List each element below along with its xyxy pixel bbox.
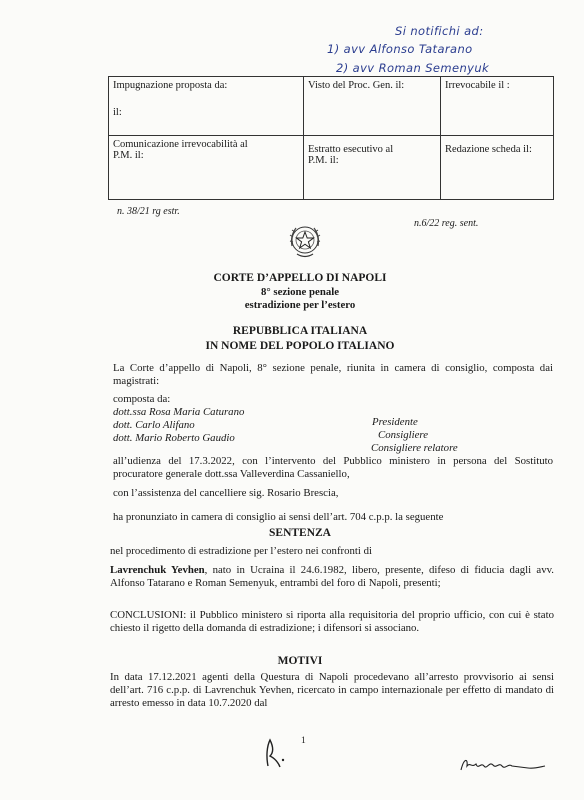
court-section: 8° sezione penale <box>260 286 340 298</box>
impugnazione-label: Impugnazione proposta da: <box>113 80 228 91</box>
court-subject: estradizione per l’estero <box>244 299 356 311</box>
republic-title: REPUBBLICA ITALIANA <box>232 325 368 337</box>
irrevocabile-label: Irrevocabile il : <box>445 80 510 91</box>
republic-subtitle: IN NOME DEL POPOLO ITALIANO <box>205 340 395 352</box>
conclusioni-label: CONCLUSIONI <box>110 609 184 621</box>
procedimento-line: nel procedimento di estradizione per l’estero nei confronti di <box>110 545 373 557</box>
impugnazione-cell <box>109 77 304 136</box>
handwritten-note-line2: 1) avv Alfonso Tatarano <box>327 42 473 56</box>
court-name: CORTE D’APPELLO DI NAPOLI <box>213 272 387 284</box>
motivi-title: MOTIVI <box>277 655 323 667</box>
italian-republic-emblem-icon <box>287 222 323 260</box>
assistenza-line: con l’assistenza del cancelliere sig. Rosario Brescia, <box>113 487 339 499</box>
judge-role-3: Consigliere relatore <box>371 442 458 454</box>
conclusioni-paragraph <box>110 609 554 635</box>
impugnazione-date-label: il: <box>113 107 122 118</box>
judge-role-1: Presidente <box>372 416 418 428</box>
motivi-paragraph: In data 17.12.2021 agenti della Questura di Napoli procedevano all’arresto provvisorio ai sensi dell’art. 716 c.p.p. di Lavrenchuk Yevhen, ricercato in campo internazionale per effetto di mandato di arresto emesso in data 10.7.2020 dal <box>110 671 554 709</box>
signature-right <box>458 752 548 778</box>
udienza-paragraph: all’udienza del 17.3.2022, con l’intervento del Pubblico ministero in persona del Sostituto procuratore generale dott.ssa Valleverdina Cassaniello, <box>113 455 553 480</box>
judge-role-2: Consigliere <box>378 429 428 441</box>
estratto-label-2: P.M. il: <box>308 155 339 166</box>
defendant-paragraph <box>110 564 554 590</box>
signature-left <box>258 736 288 770</box>
redazione-cell <box>441 136 554 200</box>
judge-name-3: dott. Mario Roberto Gaudio <box>113 432 235 444</box>
pronunziato-line: ha pronunziato in camera di consiglio ai sensi dell’art. 704 c.p.p. la seguente <box>113 511 444 523</box>
sentence-number: n.6/22 reg. sent. <box>414 218 479 229</box>
conclusioni-text: : il Pubblico ministero si riporta alla requisitoria del proprio ufficio, con cui è stato chiesto il rigetto della domanda di estradizione; i difensori si associano. <box>110 609 554 634</box>
sentenza-title: SENTENZA <box>269 527 331 539</box>
irrevocabile-cell <box>441 77 554 136</box>
composta-label: composta da: <box>113 393 171 405</box>
handwritten-note-line3: 2) avv Roman Semenyuk <box>336 61 490 75</box>
defendant-details: , nato in Ucraina il 24.6.1982, libero, presente, difeso di fiducia dagli avv. Alfonso Tatarano e Roman Semenyuk, entrambi del foro di Napoli, presenti; <box>110 564 554 589</box>
redazione-label: Redazione scheda il: <box>445 144 532 155</box>
visto-cell <box>304 77 441 136</box>
comunicazione-label-2: P.M. il: <box>113 150 144 161</box>
rg-number: n. 38/21 rg estr. <box>117 206 180 217</box>
visto-label: Visto del Proc. Gen. il: <box>308 80 405 91</box>
judge-name-2: dott. Carlo Alifano <box>113 419 195 431</box>
comunicazione-label-1: Comunicazione irrevocabilità al <box>113 139 248 150</box>
defendant-name: Lavrenchuk Yevhen <box>110 564 205 576</box>
page-number: 1 <box>301 736 306 746</box>
estratto-label-1: Estratto esecutivo al <box>308 144 394 155</box>
estratto-cell <box>304 136 441 200</box>
judge-name-1: dott.ssa Rosa Maria Caturano <box>113 406 245 418</box>
comunicazione-cell <box>109 136 304 200</box>
handwritten-note-line1: Si notifichi ad: <box>395 24 484 38</box>
intro-paragraph: La Corte d’appello di Napoli, 8° sezione penale, riunita in camera di consiglio, composta dai magistrati: <box>113 362 553 387</box>
header-table <box>108 76 554 200</box>
